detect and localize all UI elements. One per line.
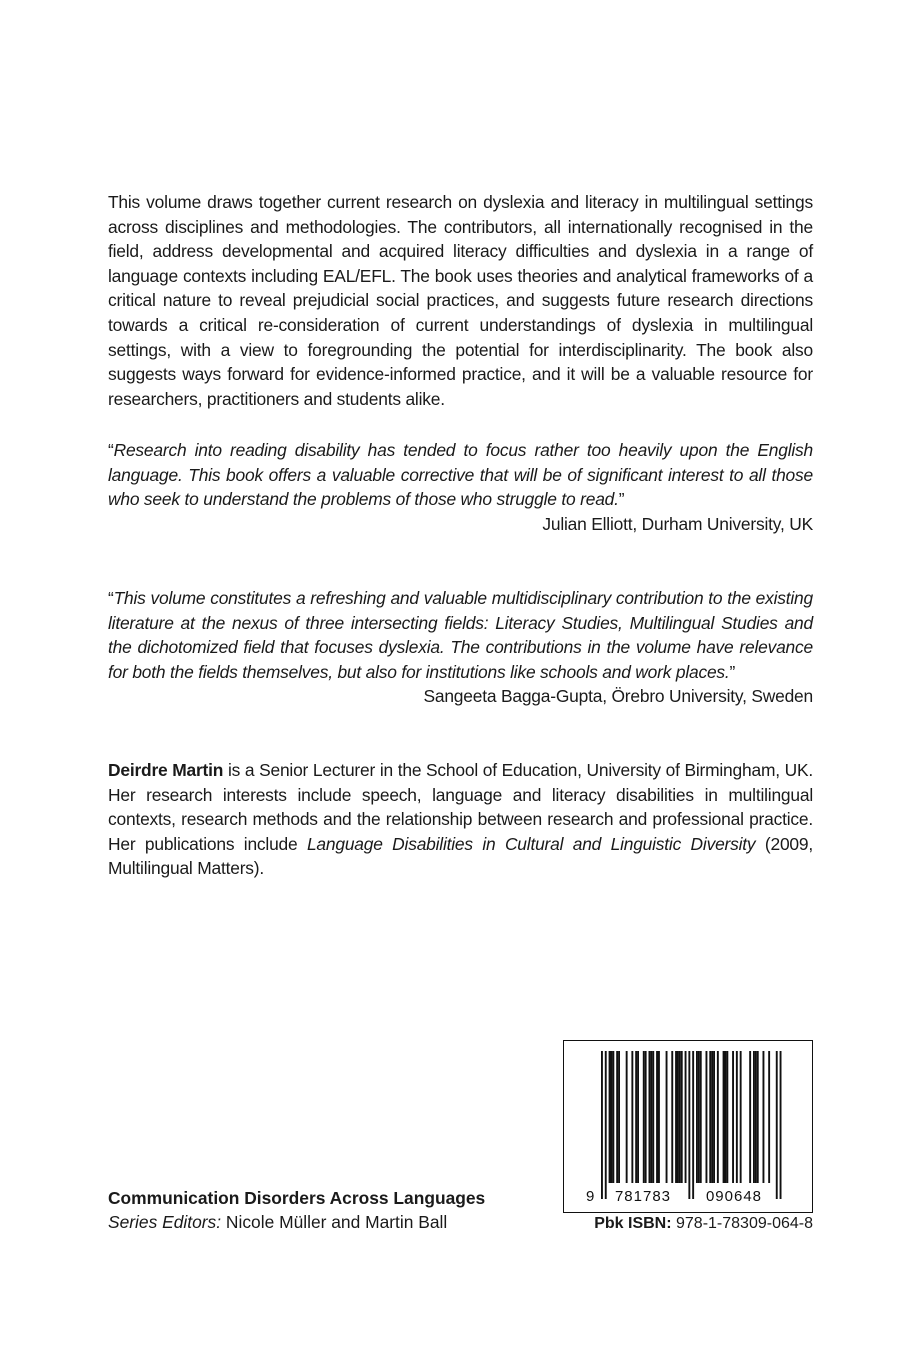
barcode-bar [677,1051,679,1183]
author-bio [108,758,813,881]
quote-2-text: This volume constitutes a refreshing and valuable multidisciplinary contribution to the existing literature at the nexus of three intersecting fields: Literacy Studies, Multilingual Studies and the dichotomized field that focuses dyslexia. The contributions in the volume have relevance for both the fields themselves, but also for institutions like schools and work places. [108,588,813,682]
barcode-bar [679,1051,681,1183]
barcode-bar [692,1051,694,1199]
barcode-bar [732,1051,734,1183]
barcode-bar [618,1051,620,1183]
barcode-bar [635,1051,637,1183]
barcode-bar [605,1051,607,1199]
barcode-bar [649,1051,651,1183]
barcode-bar [675,1051,677,1183]
barcode-bar [700,1051,702,1183]
barcode-bar [616,1051,618,1183]
barcode-bar [763,1051,765,1183]
barcode-bar [652,1051,654,1183]
quote-2-attribution: Sangeeta Bagga-Gupta, Örebro University, Sweden [423,686,813,707]
isbn-value: 978-1-78309-064-8 [671,1215,813,1232]
isbn-label: Pbk ISBN: [594,1215,672,1232]
barcode-bar [611,1051,613,1183]
barcode-bar [736,1051,738,1183]
bio-book-title: Language Disabilities in Cultural and Linguistic Diversity [306,833,756,854]
barcode-bar [740,1051,742,1183]
quote-2-open: “ [108,588,114,608]
quote-2-close: ” [729,661,736,682]
barcode-bar [643,1051,645,1183]
barcode-bar [698,1051,700,1183]
barcode-bar [755,1051,757,1183]
barcode-bar [776,1051,778,1199]
barcode-bar [601,1051,603,1199]
barcode-bar [706,1051,708,1183]
blurb-section [108,190,813,411]
barcode-bar [709,1051,711,1183]
barcode-graphic [564,1041,811,1211]
author-name: Deirdre Martin [108,760,224,780]
barcode [563,1040,813,1213]
series-title: Communication Disorders Across Languages [108,1188,486,1208]
barcode-bar [637,1051,639,1183]
barcode-bar [757,1051,759,1183]
barcode-bar [696,1051,698,1183]
barcode-bar [656,1051,658,1183]
barcode-bar [685,1051,687,1183]
isbn-line [594,1212,813,1236]
quote-1-text: Research into reading disability has tended to focus rather too heavily upon the English language. This book offers a valuable corrective that will be of significant interest to all those who seek to understand the problems of those who struggle to read. [108,440,813,510]
barcode-bar [711,1051,713,1183]
barcode-bar [671,1051,673,1183]
quote-1-attribution: Julian Elliott, Durham University, UK [542,513,813,534]
barcode-digits-right: 090648 [705,1188,763,1205]
barcode-bar [713,1051,715,1183]
barcode-bar [753,1051,755,1183]
barcode-bar [726,1051,728,1183]
barcode-bar [626,1051,628,1183]
series-info [108,1186,485,1234]
barcode-bar [666,1051,668,1183]
bio-text-1: is a Senior Lecturer in the School of Education, University of Birmingham, UK. Her research interests include speech, language and literacy disabilities in multilingual contexts, research methods and the relationship between research and professional practice. Her publications include [108,760,813,854]
barcode-bar [631,1051,633,1183]
quote-1 [108,438,813,536]
barcode-bar [768,1051,770,1183]
barcode-bar [645,1051,647,1183]
series-editors [108,1210,485,1234]
blurb-text: This volume draws together current research on dyslexia and literacy in multilingual settings across disciplines and methodologies. The contributors, all internationally recognised in the field, address developmental and acquired literacy difficulties and dyslexia in a range of language contexts including EAL/EFL. The book uses theories and analytical frameworks of a critical nature to reveal prejudicial social practices, and suggests future research directions towards a critical re-consideration of current understandings of dyslexia in multilingual settings, with a view to foregrounding the potential for interdisciplinarity. The book also suggests ways forward for evidence-informed practice, and it will be a valuable resource for researchers, practitioners and students alike. [108,192,813,409]
barcode-bar [717,1051,719,1183]
barcode-digits-left: 781783 [614,1188,672,1205]
barcode-digit-first: 9 [586,1188,595,1205]
barcode-bar [749,1051,751,1183]
quote-1-open: “ [108,440,114,460]
barcode-bar [612,1051,614,1183]
barcode-bar [609,1051,611,1183]
series-editors-names: Nicole Müller and Martin Ball [221,1212,448,1232]
quote-1-close: ” [618,489,625,510]
barcode-bar [650,1051,652,1183]
series-editors-label: Series Editors: [108,1212,222,1232]
barcode-bar [725,1051,727,1183]
barcode-bar [780,1051,782,1199]
barcode-bar [681,1051,683,1183]
barcode-bar [723,1051,725,1183]
quote-2 [108,586,813,709]
barcode-bar [658,1051,660,1183]
barcode-bar [688,1051,690,1199]
bio-text-2: (2009, Multilingual Matters). [108,833,813,879]
